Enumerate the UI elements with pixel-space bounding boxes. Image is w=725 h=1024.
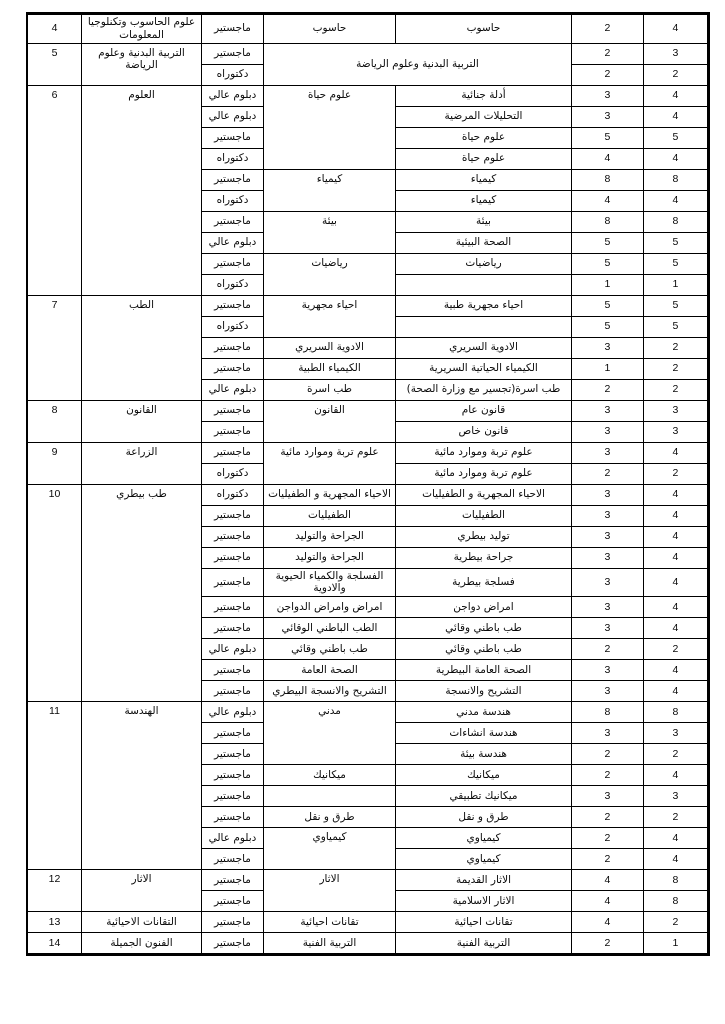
degree-cell: دكتوراه bbox=[202, 64, 264, 85]
degree-cell: ماجستير bbox=[202, 660, 264, 681]
program-cell: الصحة العامة البيطرية bbox=[396, 660, 572, 681]
department-cell: الجراحة والتوليد bbox=[264, 547, 396, 568]
degree-cell: ماجستير bbox=[202, 849, 264, 870]
program-cell: طب باطني وقائي bbox=[396, 639, 572, 660]
count-a-cell: 4 bbox=[644, 148, 708, 169]
count-a-cell: 3 bbox=[644, 43, 708, 64]
department-cell: التشريح والانسجة البيطري bbox=[264, 681, 396, 702]
college-cell: الزراعة bbox=[82, 442, 202, 484]
program-cell: علوم تربة وموارد مائية bbox=[396, 463, 572, 484]
count-a-cell: 5 bbox=[644, 316, 708, 337]
count-b-cell: 3 bbox=[572, 786, 644, 807]
count-a-cell: 3 bbox=[644, 786, 708, 807]
program-cell bbox=[396, 316, 572, 337]
count-b-cell: 2 bbox=[572, 64, 644, 85]
count-a-cell: 4 bbox=[644, 828, 708, 849]
row-index-cell: 13 bbox=[28, 912, 82, 933]
department-cell: كيمياوي bbox=[264, 828, 396, 870]
college-cell: القانون bbox=[82, 400, 202, 442]
programs-table-container bbox=[28, 14, 708, 954]
count-b-cell: 8 bbox=[572, 211, 644, 232]
program-cell: هندسة بيئة bbox=[396, 744, 572, 765]
degree-cell: ماجستير bbox=[202, 744, 264, 765]
count-b-cell: 4 bbox=[572, 148, 644, 169]
count-b-cell: 3 bbox=[572, 421, 644, 442]
degree-cell: دكتوراه bbox=[202, 190, 264, 211]
program-cell: علوم حياة bbox=[396, 148, 572, 169]
department-cell: الاثار bbox=[264, 870, 396, 912]
degree-cell: ماجستير bbox=[202, 681, 264, 702]
count-b-cell: 4 bbox=[572, 190, 644, 211]
department-cell: حاسوب bbox=[264, 15, 396, 44]
count-a-cell: 8 bbox=[644, 870, 708, 891]
program-cell: كيمياوي bbox=[396, 828, 572, 849]
department-cell: طب باطني وقائي bbox=[264, 639, 396, 660]
degree-cell: ماجستير bbox=[202, 891, 264, 912]
program-cell: علوم حياة bbox=[396, 127, 572, 148]
program-cell: توليد بيطري bbox=[396, 526, 572, 547]
program-cell: احياء مجهرية طبية bbox=[396, 295, 572, 316]
degree-cell: ماجستير bbox=[202, 618, 264, 639]
table-row bbox=[28, 933, 708, 954]
department-cell: رياضيات bbox=[264, 253, 396, 295]
count-a-cell: 4 bbox=[644, 849, 708, 870]
table-row bbox=[28, 702, 708, 723]
count-a-cell: 3 bbox=[644, 400, 708, 421]
degree-cell: ماجستير bbox=[202, 43, 264, 64]
degree-cell: دبلوم عالي bbox=[202, 639, 264, 660]
count-b-cell: 3 bbox=[572, 337, 644, 358]
count-b-cell: 3 bbox=[572, 85, 644, 106]
count-a-cell: 2 bbox=[644, 639, 708, 660]
count-a-cell: 4 bbox=[644, 15, 708, 44]
program-cell: التربية الفنية bbox=[396, 933, 572, 954]
degree-cell: ماجستير bbox=[202, 505, 264, 526]
college-cell: الاثار bbox=[82, 870, 202, 912]
table-row bbox=[28, 912, 708, 933]
degree-cell: دبلوم عالي bbox=[202, 85, 264, 106]
program-cell: التشريح والانسجة bbox=[396, 681, 572, 702]
table-row bbox=[28, 484, 708, 505]
row-index-cell: 5 bbox=[28, 43, 82, 85]
table-row bbox=[28, 870, 708, 891]
department-cell: الصحة العامة bbox=[264, 660, 396, 681]
program-cell: الكيمياء الحياتية السريرية bbox=[396, 358, 572, 379]
degree-cell: دبلوم عالي bbox=[202, 828, 264, 849]
count-a-cell: 2 bbox=[644, 379, 708, 400]
programs-table bbox=[27, 14, 708, 954]
department-cell: كيمياء bbox=[264, 169, 396, 211]
program-cell: كيمياء bbox=[396, 190, 572, 211]
degree-cell: ماجستير bbox=[202, 933, 264, 954]
count-b-cell: 2 bbox=[572, 933, 644, 954]
count-b-cell: 2 bbox=[572, 849, 644, 870]
table-row bbox=[28, 85, 708, 106]
degree-cell: ماجستير bbox=[202, 421, 264, 442]
program-cell: الاثار الاسلامية bbox=[396, 891, 572, 912]
department-cell: الاحياء المجهرية و الطفيليات bbox=[264, 484, 396, 505]
row-index-cell: 7 bbox=[28, 295, 82, 400]
count-a-cell: 4 bbox=[644, 568, 708, 597]
count-a-cell: 4 bbox=[644, 442, 708, 463]
department-cell: علوم تربة وموارد مائية bbox=[264, 442, 396, 484]
degree-cell: دكتوراه bbox=[202, 316, 264, 337]
program-cell: رياضيات bbox=[396, 253, 572, 274]
count-b-cell: 3 bbox=[572, 106, 644, 127]
count-b-cell: 2 bbox=[572, 807, 644, 828]
college-cell: علوم الحاسوب وتكنلوجيا المعلومات bbox=[82, 15, 202, 44]
count-a-cell: 1 bbox=[644, 933, 708, 954]
count-b-cell: 4 bbox=[572, 912, 644, 933]
count-a-cell: 5 bbox=[644, 295, 708, 316]
count-b-cell: 3 bbox=[572, 505, 644, 526]
count-a-cell: 2 bbox=[644, 912, 708, 933]
program-cell: أدلة جنائية bbox=[396, 85, 572, 106]
count-b-cell: 1 bbox=[572, 358, 644, 379]
degree-cell: ماجستير bbox=[202, 15, 264, 44]
count-a-cell: 4 bbox=[644, 681, 708, 702]
count-a-cell: 4 bbox=[644, 765, 708, 786]
count-a-cell: 4 bbox=[644, 660, 708, 681]
count-a-cell: 4 bbox=[644, 597, 708, 618]
count-a-cell: 2 bbox=[644, 744, 708, 765]
degree-cell: دبلوم عالي bbox=[202, 379, 264, 400]
college-cell: التقانات الاحيائية bbox=[82, 912, 202, 933]
count-a-cell: 5 bbox=[644, 253, 708, 274]
count-a-cell: 2 bbox=[644, 463, 708, 484]
count-a-cell: 2 bbox=[644, 358, 708, 379]
department-cell: الطب الباطني الوقائي bbox=[264, 618, 396, 639]
degree-cell: ماجستير bbox=[202, 253, 264, 274]
degree-cell: دكتوراه bbox=[202, 274, 264, 295]
table-body bbox=[28, 15, 708, 954]
count-a-cell: 8 bbox=[644, 891, 708, 912]
count-b-cell: 4 bbox=[572, 870, 644, 891]
degree-cell: ماجستير bbox=[202, 358, 264, 379]
department-cell: الجراحة والتوليد bbox=[264, 526, 396, 547]
program-cell: طب باطني وقائي bbox=[396, 618, 572, 639]
program-cell: تقانات احيائية bbox=[396, 912, 572, 933]
count-b-cell: 5 bbox=[572, 127, 644, 148]
department-cell: علوم حياة bbox=[264, 85, 396, 169]
table-row bbox=[28, 400, 708, 421]
count-b-cell: 3 bbox=[572, 660, 644, 681]
degree-cell: ماجستير bbox=[202, 912, 264, 933]
degree-cell: ماجستير bbox=[202, 169, 264, 190]
program-cell: الصحة البيئية bbox=[396, 232, 572, 253]
program-cell: هندسة مدني bbox=[396, 702, 572, 723]
program-cell: الادوية السريري bbox=[396, 337, 572, 358]
college-cell: الفنون الجميلة bbox=[82, 933, 202, 954]
count-b-cell: 3 bbox=[572, 568, 644, 597]
count-a-cell: 2 bbox=[644, 807, 708, 828]
program-cell: جراحة بيطرية bbox=[396, 547, 572, 568]
program-cell: طب اسرة(تجسير مع وزارة الصحة) bbox=[396, 379, 572, 400]
degree-cell: ماجستير bbox=[202, 337, 264, 358]
count-b-cell: 3 bbox=[572, 681, 644, 702]
count-b-cell: 4 bbox=[572, 891, 644, 912]
department-cell: الطفيليات bbox=[264, 505, 396, 526]
college-cell: الطب bbox=[82, 295, 202, 400]
department-cell: امراض وامراض الدواجن bbox=[264, 597, 396, 618]
count-b-cell: 2 bbox=[572, 828, 644, 849]
count-a-cell: 8 bbox=[644, 211, 708, 232]
degree-cell: ماجستير bbox=[202, 723, 264, 744]
degree-cell: دكتوراه bbox=[202, 148, 264, 169]
count-b-cell: 2 bbox=[572, 463, 644, 484]
degree-cell: ماجستير bbox=[202, 295, 264, 316]
degree-cell: دبلوم عالي bbox=[202, 702, 264, 723]
program-cell: الاحياء المجهرية و الطفيليات bbox=[396, 484, 572, 505]
program-cell: قانون عام bbox=[396, 400, 572, 421]
row-index-cell: 10 bbox=[28, 484, 82, 702]
college-cell: العلوم bbox=[82, 85, 202, 295]
department-cell: الادوية السريري bbox=[264, 337, 396, 358]
degree-cell: دكتوراه bbox=[202, 484, 264, 505]
department-cell: الفسلجة والكمياء الحيوية والادوية bbox=[264, 568, 396, 597]
department-cell: طرق و نقل bbox=[264, 807, 396, 828]
degree-cell: دبلوم عالي bbox=[202, 106, 264, 127]
count-b-cell: 3 bbox=[572, 484, 644, 505]
program-cell: الاثار القديمة bbox=[396, 870, 572, 891]
college-cell: طب بيطري bbox=[82, 484, 202, 702]
count-a-cell: 3 bbox=[644, 421, 708, 442]
count-b-cell: 2 bbox=[572, 639, 644, 660]
program-cell: امراض دواجن bbox=[396, 597, 572, 618]
degree-cell: ماجستير bbox=[202, 807, 264, 828]
program-cell: قانون خاص bbox=[396, 421, 572, 442]
department-cell: تقانات احيائية bbox=[264, 912, 396, 933]
table-row bbox=[28, 295, 708, 316]
department-cell: القانون bbox=[264, 400, 396, 442]
count-a-cell: 1 bbox=[644, 274, 708, 295]
count-b-cell: 2 bbox=[572, 379, 644, 400]
count-a-cell: 4 bbox=[644, 547, 708, 568]
department-cell: الكيمياء الطبية bbox=[264, 358, 396, 379]
row-index-cell: 14 bbox=[28, 933, 82, 954]
count-b-cell: 8 bbox=[572, 702, 644, 723]
table-row bbox=[28, 15, 708, 44]
count-a-cell: 4 bbox=[644, 505, 708, 526]
row-index-cell: 11 bbox=[28, 702, 82, 870]
department-cell: ميكانيك bbox=[264, 765, 396, 786]
count-b-cell: 3 bbox=[572, 526, 644, 547]
count-a-cell: 4 bbox=[644, 85, 708, 106]
degree-cell: دكتوراه bbox=[202, 463, 264, 484]
count-b-cell: 3 bbox=[572, 597, 644, 618]
count-b-cell: 1 bbox=[572, 274, 644, 295]
degree-cell: ماجستير bbox=[202, 765, 264, 786]
count-b-cell: 2 bbox=[572, 744, 644, 765]
degree-cell: ماجستير bbox=[202, 547, 264, 568]
program-cell: حاسوب bbox=[396, 15, 572, 44]
program-cell: كيمياوي bbox=[396, 849, 572, 870]
degree-cell: ماجستير bbox=[202, 870, 264, 891]
department-cell: بيئة bbox=[264, 211, 396, 253]
count-a-cell: 2 bbox=[644, 337, 708, 358]
count-b-cell: 3 bbox=[572, 442, 644, 463]
program-cell: التربية البدنية وعلوم الرياضة bbox=[264, 43, 572, 85]
degree-cell: ماجستير bbox=[202, 211, 264, 232]
department-cell: مدني bbox=[264, 702, 396, 765]
count-b-cell: 2 bbox=[572, 765, 644, 786]
college-cell: الهندسة bbox=[82, 702, 202, 870]
count-a-cell: 4 bbox=[644, 484, 708, 505]
degree-cell: ماجستير bbox=[202, 526, 264, 547]
count-b-cell: 5 bbox=[572, 295, 644, 316]
count-a-cell: 4 bbox=[644, 618, 708, 639]
department-cell: طب اسرة bbox=[264, 379, 396, 400]
program-cell: بيئة bbox=[396, 211, 572, 232]
row-index-cell: 9 bbox=[28, 442, 82, 484]
degree-cell: ماجستير bbox=[202, 127, 264, 148]
count-a-cell: 8 bbox=[644, 702, 708, 723]
count-b-cell: 3 bbox=[572, 400, 644, 421]
count-a-cell: 5 bbox=[644, 127, 708, 148]
program-cell: كيمياء bbox=[396, 169, 572, 190]
count-a-cell: 2 bbox=[644, 64, 708, 85]
count-b-cell: 2 bbox=[572, 43, 644, 64]
count-a-cell: 3 bbox=[644, 723, 708, 744]
program-cell: طرق و نقل bbox=[396, 807, 572, 828]
count-a-cell: 8 bbox=[644, 169, 708, 190]
program-cell: التحليلات المرضية bbox=[396, 106, 572, 127]
count-b-cell: 3 bbox=[572, 547, 644, 568]
program-cell bbox=[396, 274, 572, 295]
program-cell: ميكانيك bbox=[396, 765, 572, 786]
degree-cell: ماجستير bbox=[202, 442, 264, 463]
degree-cell: ماجستير bbox=[202, 568, 264, 597]
table-row bbox=[28, 442, 708, 463]
count-b-cell: 3 bbox=[572, 723, 644, 744]
degree-cell: دبلوم عالي bbox=[202, 232, 264, 253]
table-row bbox=[28, 43, 708, 64]
count-a-cell: 4 bbox=[644, 190, 708, 211]
department-cell: التربية الفنية bbox=[264, 933, 396, 954]
degree-cell: ماجستير bbox=[202, 597, 264, 618]
count-a-cell: 4 bbox=[644, 106, 708, 127]
row-index-cell: 4 bbox=[28, 15, 82, 44]
count-a-cell: 5 bbox=[644, 232, 708, 253]
row-index-cell: 6 bbox=[28, 85, 82, 295]
program-cell: هندسة انشاءات bbox=[396, 723, 572, 744]
count-b-cell: 8 bbox=[572, 169, 644, 190]
row-index-cell: 12 bbox=[28, 870, 82, 912]
count-b-cell: 2 bbox=[572, 15, 644, 44]
college-cell: التربية البدنية وعلوم الرياضة bbox=[82, 43, 202, 85]
program-cell: الطفيليات bbox=[396, 505, 572, 526]
degree-cell: ماجستير bbox=[202, 400, 264, 421]
count-b-cell: 5 bbox=[572, 316, 644, 337]
program-cell: فسلجة بيطرية bbox=[396, 568, 572, 597]
row-index-cell: 8 bbox=[28, 400, 82, 442]
department-cell: احياء مجهرية bbox=[264, 295, 396, 337]
count-b-cell: 3 bbox=[572, 618, 644, 639]
count-a-cell: 4 bbox=[644, 526, 708, 547]
degree-cell: ماجستير bbox=[202, 786, 264, 807]
count-b-cell: 5 bbox=[572, 232, 644, 253]
program-cell: علوم تربة وموارد مائية bbox=[396, 442, 572, 463]
department-cell bbox=[264, 786, 396, 807]
count-b-cell: 5 bbox=[572, 253, 644, 274]
program-cell: ميكانيك تطبيقي bbox=[396, 786, 572, 807]
